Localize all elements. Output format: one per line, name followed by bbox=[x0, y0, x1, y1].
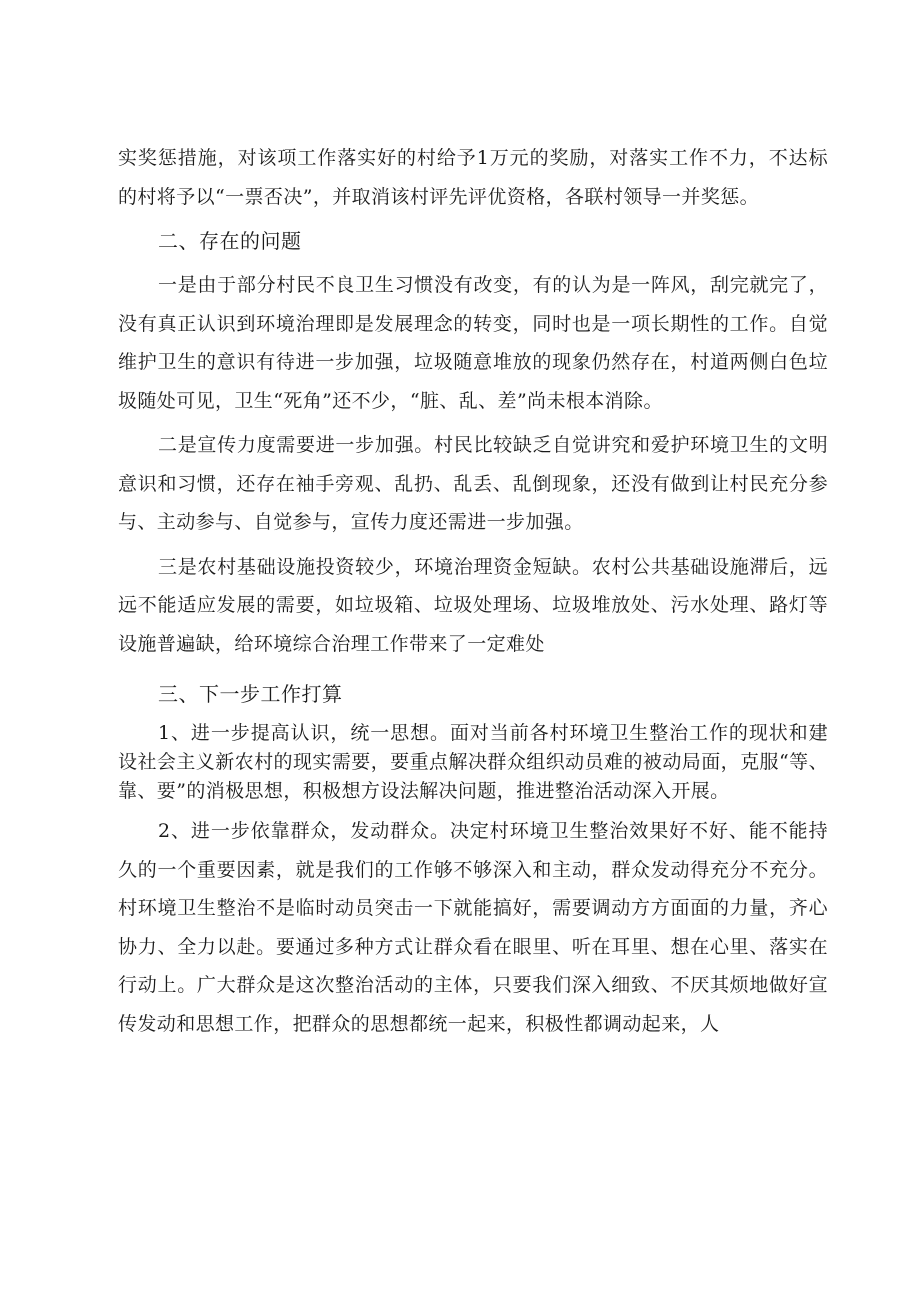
intro-paragraph: 实奖惩措施，对该项工作落实好的村给予1万元的奖励，对落实工作不力，不达标的村将予以“一票否决”，并取消该村评先评优资格，各联村领导一并奖惩。 bbox=[118, 147, 828, 208]
section-heading-problems: 二、存在的问题 bbox=[158, 229, 302, 253]
plan-paragraph-2: 2、进一步依靠群众，发动群众。决定村环境卫生整治效果好不好、能不能持久的一个重要因素，就是我们的工作够不够深入和主动，群众发动得充分不充分。村环境卫生整治不是临时动员突击一下就能搞好，需要调动方方面面的力量，齐心协力、全力以赴。要通过多种方式让群众看在眼里、听在耳里、想在心里、落实在行动上。广大群众是这次整治活动的主体，只要我们深入细致、不厌其烦地做好宣传发动和思想工作，把群众的思想都统一起来，积极性都调动起来，人 bbox=[118, 820, 828, 1035]
document-body bbox=[118, 139, 828, 1043]
spacer bbox=[118, 663, 828, 675]
problem-paragraph-2: 二是宣传力度需要进一步加强。村民比较缺乏自觉讲究和爱护环境卫生的文明意识和习惯，还存在袖手旁观、乱扔、乱丢、乱倒现象，还没有做到让村民充分参与、主动参与、自觉参与，宣传力度还需进一步加强。 bbox=[118, 434, 828, 533]
problem-paragraph-3: 三是农村基础设施投资较少，环境治理资金短缺。农村公共基础设施滞后，远远不能适应发展的需要，如垃圾箱、垃圾处理场、垃圾堆放处、污水处理、路灯等设施普遍缺，给环境综合治理工作带来了一定难处 bbox=[118, 555, 828, 655]
section-heading-next-steps: 三、下一步工作打算 bbox=[158, 682, 343, 706]
problem-paragraph-1: 一是由于部分村民不良卫生习惯没有改变，有的认为是一阵风，刮完就完了，没有真正认识到环境治理即是发展理念的转变，同时也是一项长期性的工作。自觉维护卫生的意识有待进一步加强，垃圾随意堆放的现象仍然存在，村道两侧白色垃圾随处可见，卫生“死角”还不少，“脏、乱、差”尚未根本消除。 bbox=[118, 274, 828, 412]
plan-paragraph-1: 1、进一步提高认识，统一思想。面对当前各村环境卫生整治工作的现状和建设社会主义新农村的现实需要，要重点解决群众组织动员难的被动局面，克服“等、靠、要”的消极思想，积极想方设法解决问题，推进整治活动深入开展。 bbox=[118, 722, 828, 802]
